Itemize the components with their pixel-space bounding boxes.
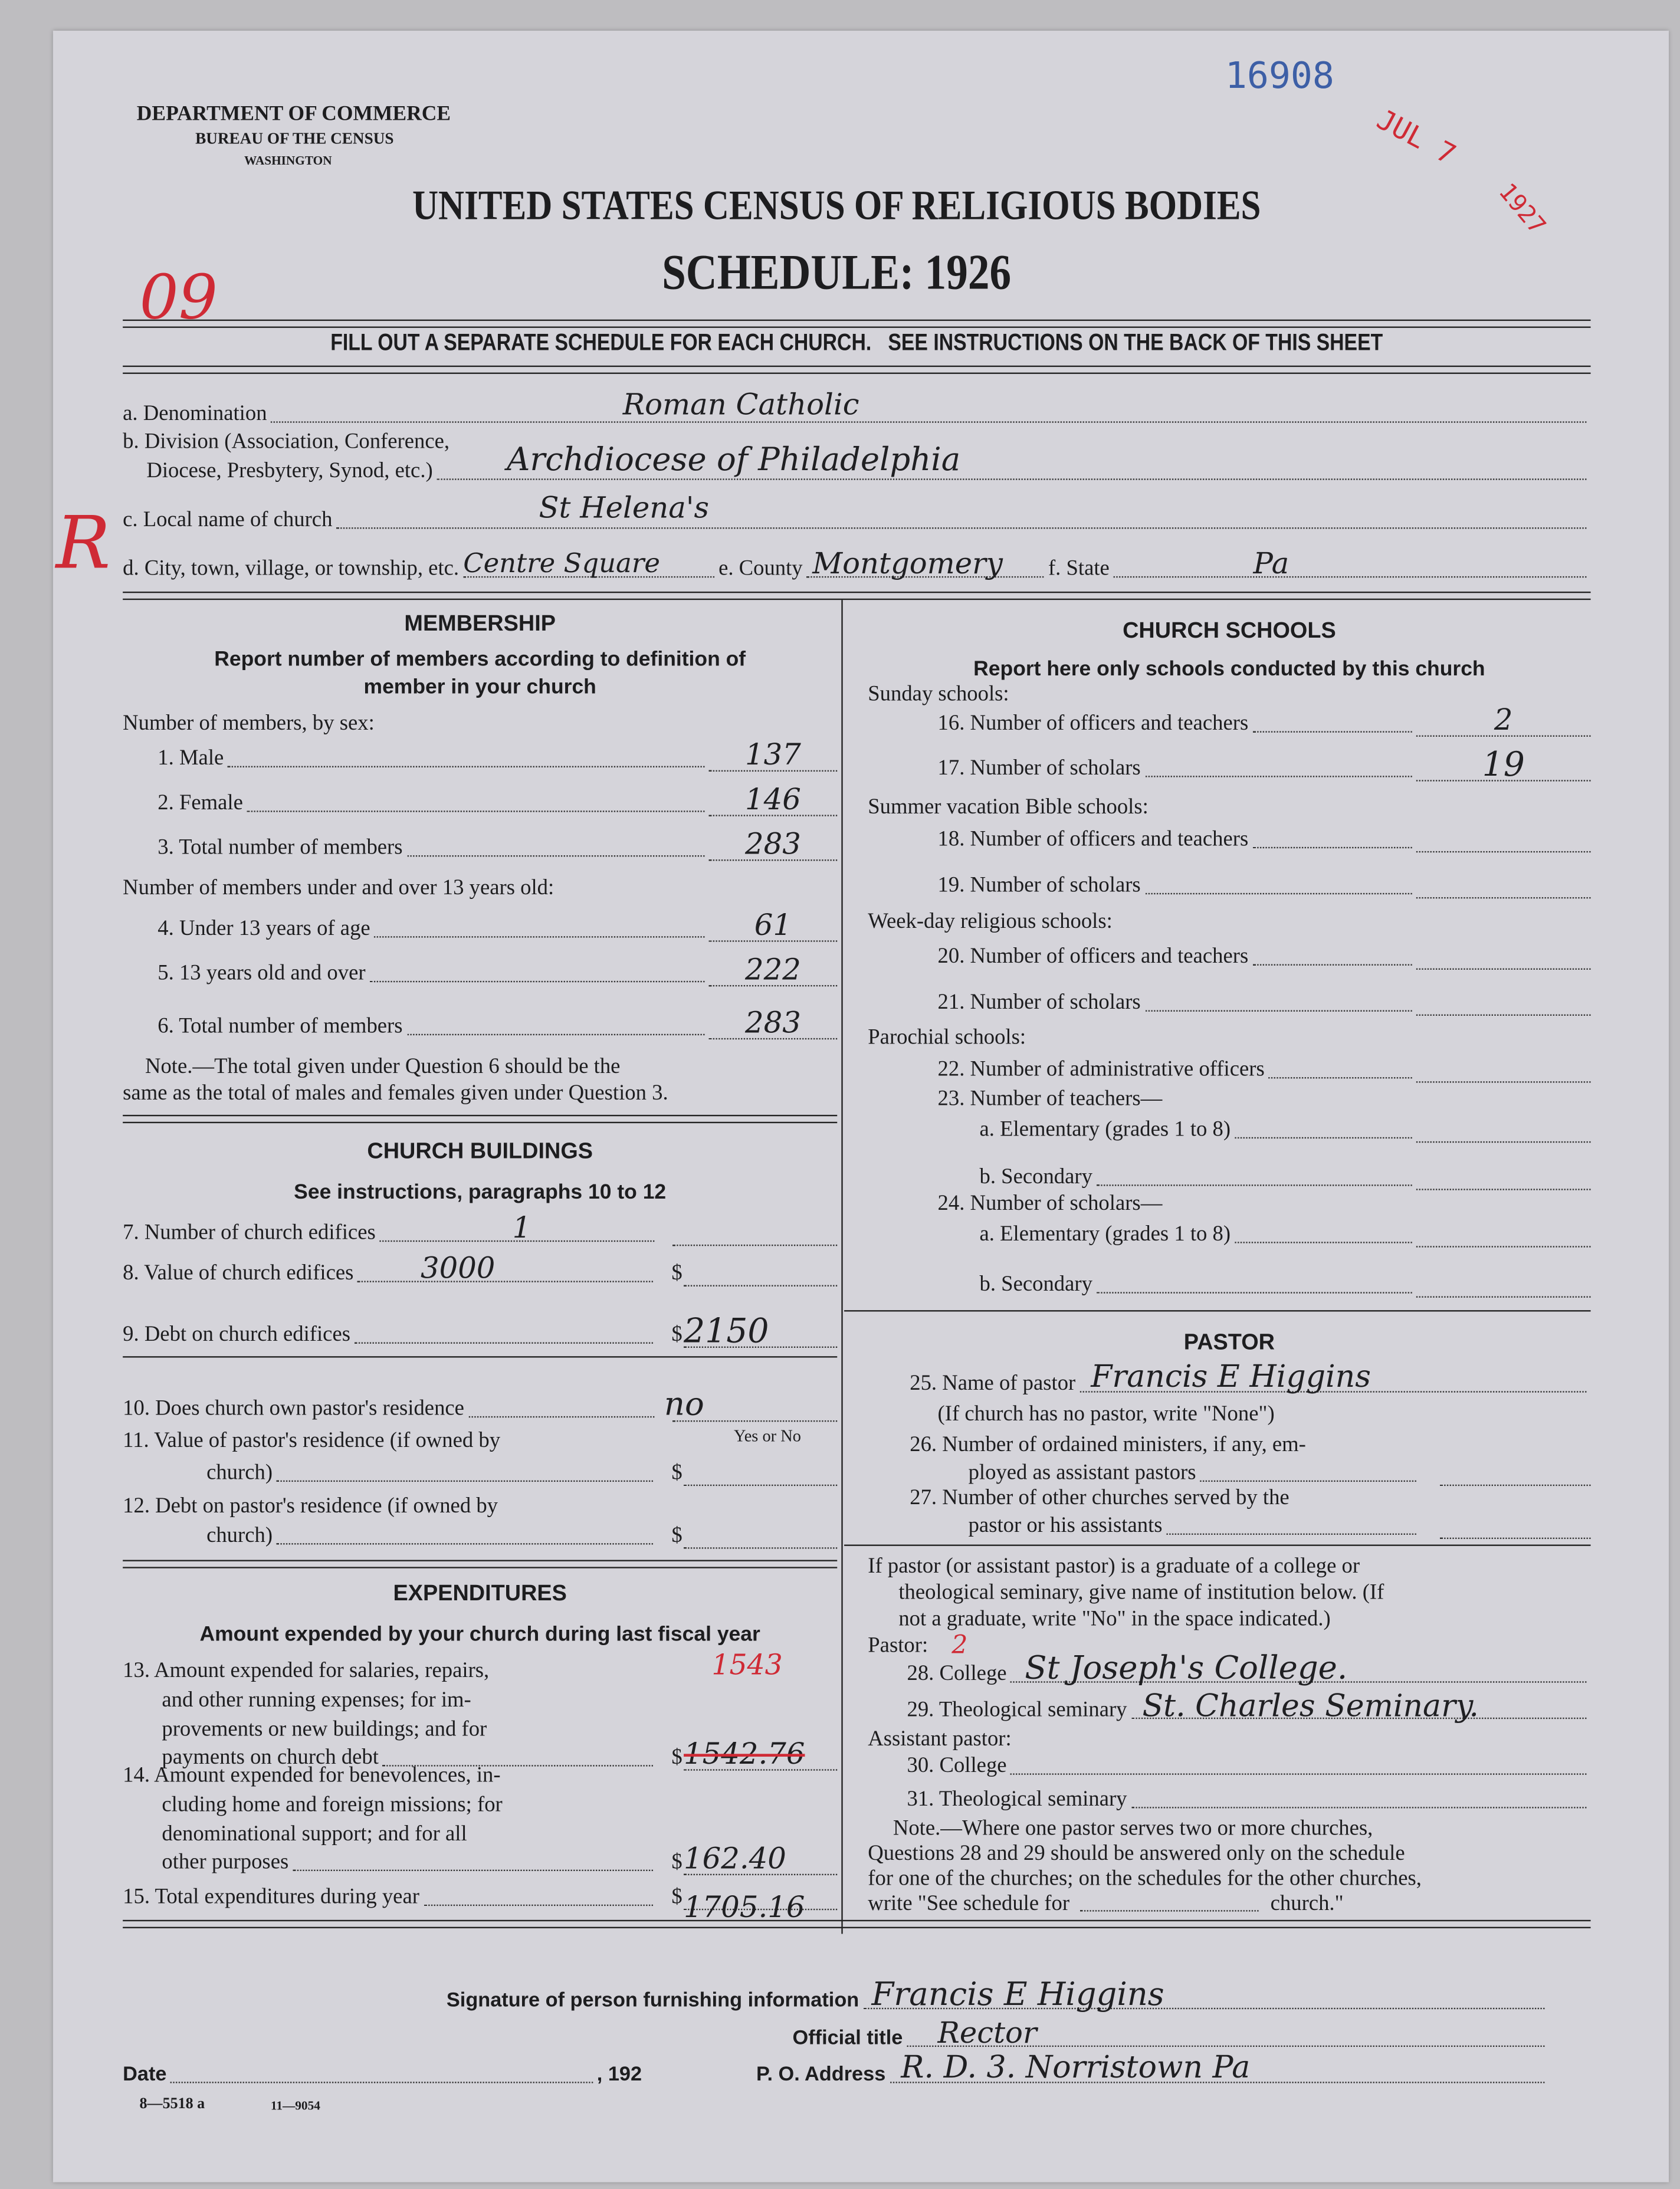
q18-label: 18. Number of officers and teachers bbox=[937, 827, 1249, 851]
q23b-label: b. Secondary bbox=[979, 1165, 1092, 1189]
q13-label-4: payments on church debt bbox=[162, 1745, 379, 1770]
q29-label: 29. Theological seminary bbox=[907, 1698, 1127, 1722]
q19-field[interactable] bbox=[1416, 872, 1591, 898]
divider bbox=[123, 1356, 837, 1357]
q14-currency: $ bbox=[671, 1850, 682, 1874]
total-members-age-label: 6. Total number of members bbox=[158, 1014, 403, 1038]
q23b-row bbox=[868, 1164, 1590, 1190]
parochial-schools-label: Parochial schools: bbox=[868, 1025, 1026, 1049]
address-row bbox=[756, 2051, 1549, 2088]
q13-currency: $ bbox=[671, 1745, 682, 1770]
denomination-label: a. Denomination bbox=[123, 402, 267, 426]
local-name-value: St Helena's bbox=[539, 491, 710, 525]
q18-field[interactable] bbox=[1416, 826, 1591, 852]
q22-row bbox=[868, 1056, 1590, 1083]
membership-intro-2: member in your church bbox=[363, 675, 596, 700]
official-title-field[interactable] bbox=[907, 2016, 1544, 2050]
over-13-label: 5. 13 years old and over bbox=[158, 961, 366, 985]
local-name-field[interactable] bbox=[337, 491, 1587, 529]
q13-correction: 1543 bbox=[711, 1648, 783, 1682]
q24a-label: a. Elementary (grades 1 to 8) bbox=[979, 1222, 1231, 1246]
q13-label-2: and other running expenses; for im- bbox=[162, 1688, 471, 1712]
q21-field[interactable] bbox=[1416, 989, 1591, 1016]
weekday-schools-label: Week-day religious schools: bbox=[868, 910, 1113, 934]
expenditures-subtitle: Amount expended by your church during last fiscal year bbox=[199, 1622, 760, 1647]
q15-label: 15. Total expenditures during year bbox=[123, 1885, 419, 1909]
under-13-value: 61 bbox=[754, 908, 792, 942]
q7-label: 7. Number of church edifices bbox=[123, 1220, 376, 1245]
q11-label-2: church) bbox=[206, 1461, 273, 1485]
q10-field[interactable] bbox=[664, 1387, 837, 1423]
q20-label: 20. Number of officers and teachers bbox=[937, 944, 1249, 969]
official-title-label: Official title bbox=[792, 2027, 903, 2050]
schedule-year bbox=[209, 243, 1465, 301]
membership-note-2: same as the total of males and females given under Question 3. bbox=[123, 1081, 668, 1105]
q12-field[interactable] bbox=[684, 1522, 837, 1549]
instruction-banner bbox=[123, 329, 1590, 357]
pastor-red-mark: 2 bbox=[951, 1631, 968, 1660]
q23a-row bbox=[868, 1116, 1590, 1143]
signature-value: Francis E Higgins bbox=[871, 1977, 1164, 2014]
q29-field[interactable] bbox=[1131, 1689, 1587, 1725]
file-number-stamp: 16908 bbox=[1225, 55, 1334, 98]
over-13-value: 222 bbox=[745, 953, 801, 987]
under-13-field[interactable] bbox=[709, 908, 838, 942]
city-value: Centre Square bbox=[463, 548, 660, 579]
division-field[interactable] bbox=[437, 442, 1587, 480]
q11-currency: $ bbox=[671, 1461, 682, 1485]
q26-label-2: ployed as assistant pastors bbox=[968, 1461, 1196, 1485]
q8-value: 3000 bbox=[420, 1251, 496, 1285]
graduate-instructions-2: theological seminary, give name of institution below. (If bbox=[898, 1580, 1384, 1605]
total-members-value: 283 bbox=[745, 827, 801, 861]
q28-value: St Joseph's College. bbox=[1025, 1650, 1348, 1687]
q10-label: 10. Does church own pastor's residence bbox=[123, 1396, 464, 1420]
q12-label-2: church) bbox=[206, 1524, 273, 1548]
q19-row bbox=[868, 872, 1590, 898]
male-value: 137 bbox=[745, 738, 801, 772]
schools-subtitle: Report here only schools conducted by this church bbox=[973, 657, 1485, 681]
graduate-instructions-3: not a graduate, write "No" in the space indicated.) bbox=[898, 1607, 1331, 1632]
pastor-note-4 bbox=[868, 1892, 1343, 1917]
q14-label-2: cluding home and foreign missions; for bbox=[162, 1793, 503, 1817]
q11-field[interactable] bbox=[684, 1459, 837, 1486]
form-title bbox=[209, 183, 1465, 230]
signature-label: Signature of person furnishing information bbox=[446, 1990, 859, 2012]
divider bbox=[844, 1310, 1590, 1311]
q21-row bbox=[868, 989, 1590, 1016]
members-by-sex-label: Number of members, by sex: bbox=[123, 711, 375, 736]
denomination-field[interactable] bbox=[271, 388, 1587, 422]
division-label-1: b. Division (Association, Conference, bbox=[123, 429, 450, 454]
q30-row bbox=[868, 1754, 1590, 1779]
q31-row bbox=[868, 1787, 1590, 1813]
divider bbox=[123, 1115, 837, 1123]
q25-row bbox=[868, 1360, 1590, 1397]
divider bbox=[123, 1560, 837, 1568]
pastor-note-4a: write "See schedule for bbox=[868, 1892, 1070, 1916]
q22-field[interactable] bbox=[1416, 1056, 1591, 1083]
q31-label: 31. Theological seminary bbox=[907, 1787, 1127, 1811]
male-field[interactable] bbox=[709, 738, 838, 772]
divider bbox=[123, 320, 1590, 328]
q13-label-3: provements or new buildings; and for bbox=[162, 1717, 487, 1742]
received-date-stamp: JUL 7 bbox=[1371, 102, 1462, 172]
divider bbox=[123, 366, 1590, 374]
q7-row bbox=[123, 1211, 837, 1246]
q14-row bbox=[123, 1842, 837, 1876]
q15-value: 1705.16 bbox=[684, 1891, 805, 1924]
state-field[interactable] bbox=[1114, 547, 1587, 581]
female-field[interactable] bbox=[709, 782, 838, 816]
q24a-field[interactable] bbox=[1416, 1221, 1591, 1248]
official-title-value: Rector bbox=[937, 2016, 1037, 2050]
q28-row bbox=[868, 1650, 1590, 1687]
q24-label: 24. Number of scholars— bbox=[937, 1192, 1163, 1216]
q27-row bbox=[868, 1512, 1590, 1539]
official-title-row bbox=[792, 2016, 1549, 2052]
total-members-age-value: 283 bbox=[745, 1006, 801, 1040]
q15-currency: $ bbox=[671, 1885, 682, 1909]
division-row bbox=[123, 442, 1590, 484]
q20-field[interactable] bbox=[1416, 943, 1591, 970]
q17-row bbox=[868, 745, 1590, 785]
q9-currency: $ bbox=[671, 1322, 682, 1347]
q25-label: 25. Name of pastor bbox=[910, 1371, 1076, 1396]
q14-label-4: other purposes bbox=[162, 1850, 289, 1874]
q26-row bbox=[868, 1459, 1590, 1486]
q29-row bbox=[868, 1689, 1590, 1725]
q9-label: 9. Debt on church edifices bbox=[123, 1322, 351, 1347]
pastor-title: PASTOR bbox=[1183, 1331, 1275, 1355]
county-label: e. County bbox=[718, 556, 803, 581]
department-name: DEPARTMENT OF COMMERCE bbox=[136, 103, 451, 126]
q10-hint: Yes or No bbox=[734, 1426, 801, 1446]
divider bbox=[123, 592, 1590, 600]
q23-label: 23. Number of teachers— bbox=[937, 1087, 1163, 1111]
date-year-prefix: , 192 bbox=[596, 2063, 642, 2086]
q26-label-1: 26. Number of ordained ministers, if any, em- bbox=[910, 1433, 1306, 1457]
county-value: Montgomery bbox=[812, 547, 1003, 581]
q27-label-2: pastor or his assistants bbox=[968, 1514, 1163, 1538]
q23a-field[interactable] bbox=[1416, 1116, 1591, 1143]
signature-row bbox=[446, 1977, 1549, 2014]
date-field[interactable] bbox=[171, 2082, 593, 2083]
q8-field[interactable] bbox=[358, 1251, 654, 1285]
date-row bbox=[123, 2062, 642, 2088]
q7-field[interactable] bbox=[380, 1211, 655, 1245]
q16-field[interactable] bbox=[1416, 703, 1591, 737]
q19-label: 19. Number of scholars bbox=[937, 873, 1141, 897]
q15-row bbox=[123, 1883, 837, 1924]
q30-label: 30. College bbox=[907, 1754, 1007, 1778]
q21-label: 21. Number of scholars bbox=[937, 990, 1141, 1015]
address-label: P. O. Address bbox=[756, 2063, 886, 2086]
pastor-note-4b: church." bbox=[1270, 1892, 1344, 1916]
q14-label-1: 14. Amount expended for benevolences, in- bbox=[123, 1763, 501, 1788]
q13-value: 1542.76 bbox=[684, 1737, 805, 1771]
q24a-row bbox=[868, 1221, 1590, 1248]
q9-row bbox=[123, 1311, 837, 1351]
q9-field[interactable] bbox=[684, 1311, 837, 1351]
q28-field[interactable] bbox=[1011, 1650, 1587, 1687]
code-mark: 09 bbox=[139, 262, 218, 334]
q23b-field[interactable] bbox=[1416, 1164, 1591, 1190]
q12-currency: $ bbox=[671, 1524, 682, 1548]
expenditures-title: EXPENDITURES bbox=[393, 1582, 567, 1606]
division-label-2: Diocese, Presbytery, Synod, etc.) bbox=[146, 459, 433, 483]
address-field[interactable] bbox=[890, 2051, 1544, 2086]
total-members-field[interactable] bbox=[709, 827, 838, 861]
signature-field[interactable] bbox=[863, 1977, 1544, 2014]
city-label: d. City, town, village, or township, etc. bbox=[123, 556, 460, 581]
q27-field[interactable] bbox=[1440, 1512, 1590, 1539]
bureau-city: WASHINGTON bbox=[244, 153, 332, 168]
buildings-title: CHURCH BUILDINGS bbox=[367, 1140, 593, 1164]
total-members-age-row bbox=[123, 1006, 837, 1040]
q27-label-1: 27. Number of other churches served by the bbox=[910, 1486, 1289, 1510]
pastor-note-3: for one of the churches; on the schedules for the other churches, bbox=[868, 1866, 1422, 1891]
schools-title: CHURCH SCHOOLS bbox=[1123, 619, 1336, 644]
female-value: 146 bbox=[745, 782, 801, 816]
city-field[interactable] bbox=[463, 548, 714, 579]
male-label: 1. Male bbox=[158, 746, 224, 770]
under-13-row bbox=[123, 908, 837, 942]
local-name-label: c. Local name of church bbox=[123, 508, 333, 532]
q25-hint: (If church has no pastor, write "None") bbox=[937, 1402, 1275, 1426]
instruction-text: FILL OUT A SEPARATE SCHEDULE FOR EACH CHURCH. SEE INSTRUCTIONS ON THE BACK OF THIS SHEET bbox=[330, 329, 1383, 356]
q24b-label: b. Secondary bbox=[979, 1272, 1092, 1297]
form-title-text: UNITED STATES CENSUS OF RELIGIOUS BODIES bbox=[412, 182, 1262, 229]
q14-block bbox=[123, 1761, 837, 1875]
q12-label-1: 12. Debt on pastor's residence (if owned by bbox=[123, 1494, 498, 1518]
q9-value: 2150 bbox=[684, 1311, 769, 1351]
q31-field[interactable] bbox=[1131, 1807, 1587, 1808]
membership-intro-1: Report number of members according to definition of bbox=[214, 647, 746, 671]
q16-label: 16. Number of officers and teachers bbox=[937, 711, 1249, 736]
q8-row bbox=[123, 1251, 837, 1287]
graduate-instructions-1: If pastor (or assistant pastor) is a graduate of a college or bbox=[868, 1554, 1360, 1578]
q11-label-1: 11. Value of pastor's residence (if owned by bbox=[123, 1429, 501, 1453]
divider bbox=[123, 1920, 1590, 1928]
buildings-subtitle: See instructions, paragraphs 10 to 12 bbox=[294, 1180, 667, 1205]
state-value: Pa bbox=[1253, 547, 1289, 581]
q16-value: 2 bbox=[1494, 703, 1513, 737]
q24b-row bbox=[868, 1271, 1590, 1298]
q17-value: 19 bbox=[1482, 745, 1525, 785]
print-number: 11—9054 bbox=[270, 2098, 320, 2113]
q23a-label: a. Elementary (grades 1 to 8) bbox=[979, 1117, 1231, 1141]
q10-row bbox=[123, 1387, 837, 1423]
q12-row bbox=[123, 1522, 837, 1549]
state-label: f. State bbox=[1048, 556, 1110, 581]
location-row bbox=[123, 547, 1590, 582]
q28-label: 28. College bbox=[907, 1662, 1007, 1686]
over-13-row bbox=[123, 953, 837, 987]
female-label: 2. Female bbox=[158, 791, 243, 815]
q17-field[interactable] bbox=[1416, 745, 1591, 785]
column-divider bbox=[841, 600, 842, 1934]
q20-row bbox=[868, 943, 1590, 970]
pastor-note-1: Note.—Where one pastor serves two or more churches, bbox=[892, 1816, 1373, 1840]
summer-schools-label: Summer vacation Bible schools: bbox=[868, 795, 1149, 819]
received-year-stamp: 1927 bbox=[1492, 178, 1551, 241]
male-row bbox=[123, 738, 837, 772]
q25-value: Francis E Higgins bbox=[1091, 1360, 1371, 1396]
assistant-pastor-label: Assistant pastor: bbox=[868, 1727, 1012, 1751]
q16-row bbox=[868, 703, 1590, 737]
membership-title: MEMBERSHIP bbox=[404, 612, 556, 636]
total-members-row bbox=[123, 827, 837, 861]
pastor-subsection-label: Pastor: bbox=[868, 1633, 928, 1658]
form-number: 8—5518 a bbox=[139, 2095, 205, 2113]
q14-field[interactable] bbox=[684, 1842, 837, 1876]
q26-field[interactable] bbox=[1440, 1459, 1590, 1486]
q18-row bbox=[868, 826, 1590, 852]
total-members-label: 3. Total number of members bbox=[158, 835, 403, 860]
q25-field[interactable] bbox=[1079, 1360, 1586, 1396]
female-row bbox=[123, 782, 837, 816]
q8-label: 8. Value of church edifices bbox=[123, 1261, 354, 1285]
members-by-age-label: Number of members under and over 13 years old: bbox=[123, 876, 554, 900]
q13-label-1: 13. Amount expended for salaries, repairs, bbox=[123, 1659, 490, 1683]
q24b-field[interactable] bbox=[1416, 1271, 1591, 1298]
denomination-value: Roman Catholic bbox=[622, 388, 859, 422]
county-field[interactable] bbox=[807, 547, 1044, 581]
denomination-row bbox=[123, 388, 1590, 427]
q8-currency: $ bbox=[671, 1261, 682, 1285]
under-13-label: 4. Under 13 years of age bbox=[158, 917, 370, 941]
date-label: Date bbox=[123, 2063, 167, 2086]
bureau-name: BUREAU OF THE CENSUS bbox=[195, 131, 394, 148]
division-value: Archdiocese of Philadelphia bbox=[507, 442, 961, 479]
q15-field[interactable] bbox=[684, 1883, 837, 1924]
q29-value: St. Charles Seminary. bbox=[1142, 1689, 1479, 1725]
over-13-field[interactable] bbox=[709, 953, 838, 987]
q30-field[interactable] bbox=[1011, 1773, 1587, 1774]
total-members-age-field[interactable] bbox=[709, 1006, 838, 1040]
membership-note-1: Note.—The total given under Question 6 should be the bbox=[145, 1055, 621, 1079]
address-value: R. D. 3. Norristown Pa bbox=[901, 2051, 1251, 2086]
q14-value: 162.40 bbox=[684, 1842, 786, 1876]
q14-label-3: denominational support; and for all bbox=[162, 1822, 467, 1846]
q10-value: no bbox=[664, 1387, 704, 1423]
q11-row bbox=[123, 1459, 837, 1486]
divider bbox=[844, 1544, 1590, 1545]
q17-label: 17. Number of scholars bbox=[937, 756, 1141, 780]
q22-label: 22. Number of administrative officers bbox=[937, 1057, 1265, 1082]
review-mark: R bbox=[55, 502, 111, 586]
pastor-note-2: Questions 28 and 29 should be answered only on the schedule bbox=[868, 1842, 1405, 1866]
schedule-year-text: SCHEDULE: 1926 bbox=[662, 244, 1012, 300]
local-name-row bbox=[123, 491, 1590, 533]
q7-value: 1 bbox=[512, 1211, 531, 1245]
sunday-schools-label: Sunday schools: bbox=[868, 682, 1009, 706]
